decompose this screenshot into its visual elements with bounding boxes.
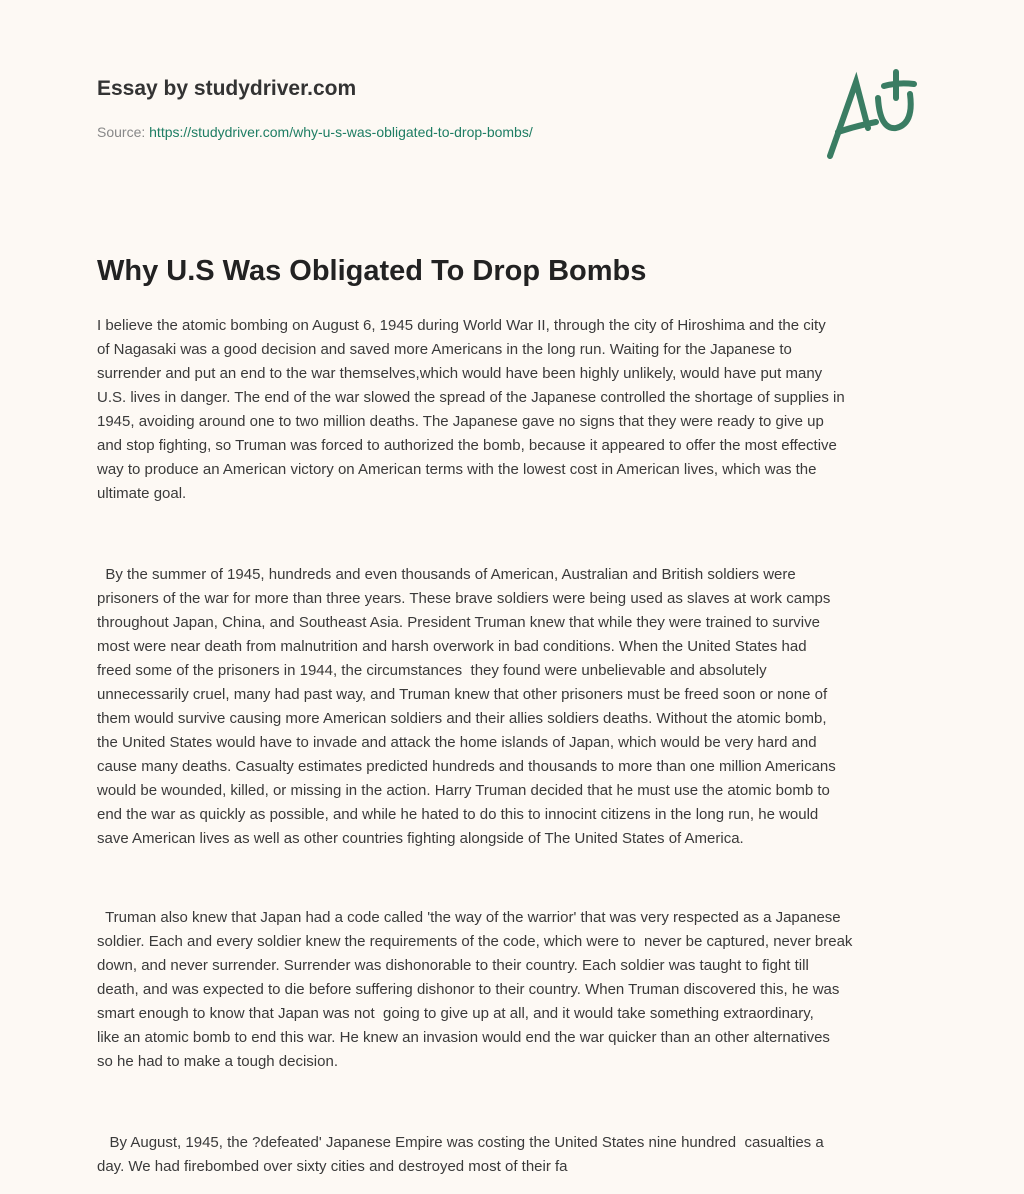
paragraph-line: throughout Japan, China, and Southeast Asia. President Truman knew that while they were trained to survive [97, 614, 820, 631]
paragraph-line: U.S. lives in danger. The end of the war slowed the spread of the Japanese controlled the shortage of supplies in [97, 389, 845, 406]
paragraph-line: save American lives as well as other countries fighting alongside of The United States of America. [97, 830, 744, 847]
essay-title: Why U.S Was Obligated To Drop Bombs [97, 255, 647, 287]
paragraph-line: would be wounded, killed, or missing in the action. Harry Truman decided that he must use the atomic bomb to [97, 782, 830, 799]
paragraph-line: down, and never surrender. Surrender was dishonorable to their country. Each soldier was taught to fight till [97, 957, 809, 974]
paragraph-line: end the war as quickly as possible, and while he hated to do this to innocint citizens in the long run, he would [97, 806, 819, 823]
paragraph-line: surrender and put an end to the war themselves,which would have been highly unlikely, would have put many [97, 365, 823, 382]
paragraph-line: smart enough to know that Japan was not going to give up at all, and it would take something extraordinary, [97, 1005, 814, 1022]
a-plus-logo-icon [818, 68, 928, 168]
essay-paragraph [97, 906, 852, 1074]
paragraph-line: of Nagasaki was a good decision and saved more Americans in the long run. Waiting for the Japanese to [97, 341, 792, 358]
paragraph-line: ultimate goal. [97, 485, 187, 502]
source-line [97, 124, 533, 140]
paragraph-line: like an atomic bomb to end this war. He knew an invasion would end the war quicker than an other alternatives [97, 1029, 830, 1046]
essay-paragraph [97, 563, 836, 851]
paragraph-line: Truman also knew that Japan had a code called 'the way of the warrior' that was very respected as a Japanese [97, 909, 841, 926]
paragraph-line: 1945, avoiding around one to two million deaths. The Japanese gave no signs that they were ready to give up [97, 413, 824, 430]
essay-paragraph [97, 314, 845, 506]
paragraph-line: most were near death from malnutrition and harsh overwork in bad conditions. When the United States had [97, 638, 807, 655]
paragraph-line: soldier. Each and every soldier knew the requirements of the code, which were to never be captured, never break [97, 933, 853, 950]
paragraph-line: cause many deaths. Casualty estimates predicted hundreds and thousands to more than one million Americans [97, 758, 836, 775]
source-link[interactable]: https://studydriver.com/why-u-s-was-obligated-to-drop-bombs/ [149, 124, 533, 140]
paragraph-line: freed some of the prisoners in 1944, the circumstances they found were unbelievable and absolutely [97, 662, 767, 679]
paragraph-line: death, and was expected to die before suffering dishonor to their country. When Truman discovered this, he was [97, 981, 840, 998]
paragraph-line: so he had to make a tough decision. [97, 1053, 338, 1070]
paragraph-line: way to produce an American victory on American terms with the lowest cost in American lives, which was the [97, 461, 817, 478]
paragraph-line: prisoners of the war for more than three years. These brave soldiers were being used as slaves at work camps [97, 590, 831, 607]
paragraph-line: day. We had firebombed over sixty cities and destroyed most of their fa [97, 1158, 568, 1175]
essay-paragraph [97, 1131, 824, 1179]
paragraph-line: By August, 1945, the ?defeated' Japanese Empire was costing the United States nine hundred casualties a [97, 1134, 824, 1151]
site-title: Essay by studydriver.com [97, 77, 357, 100]
paragraph-line: them would survive causing more American soldiers and their allies soldiers deaths. Without the atomic bomb, [97, 710, 827, 727]
paragraph-line: I believe the atomic bombing on August 6, 1945 during World War II, through the city of Hiroshima and the city [97, 317, 826, 334]
paragraph-line: unnecessarily cruel, many had past way, and Truman knew that other prisoners must be freed soon or none of [97, 686, 828, 703]
paragraph-line: By the summer of 1945, hundreds and even thousands of American, Australian and British soldiers were [97, 566, 796, 583]
paragraph-line: and stop fighting, so Truman was forced to authorized the bomb, because it appeared to offer the most effective [97, 437, 837, 454]
source-label: Source: [97, 124, 150, 140]
paragraph-line: the United States would have to invade and attack the home islands of Japan, which would be very hard and [97, 734, 817, 751]
